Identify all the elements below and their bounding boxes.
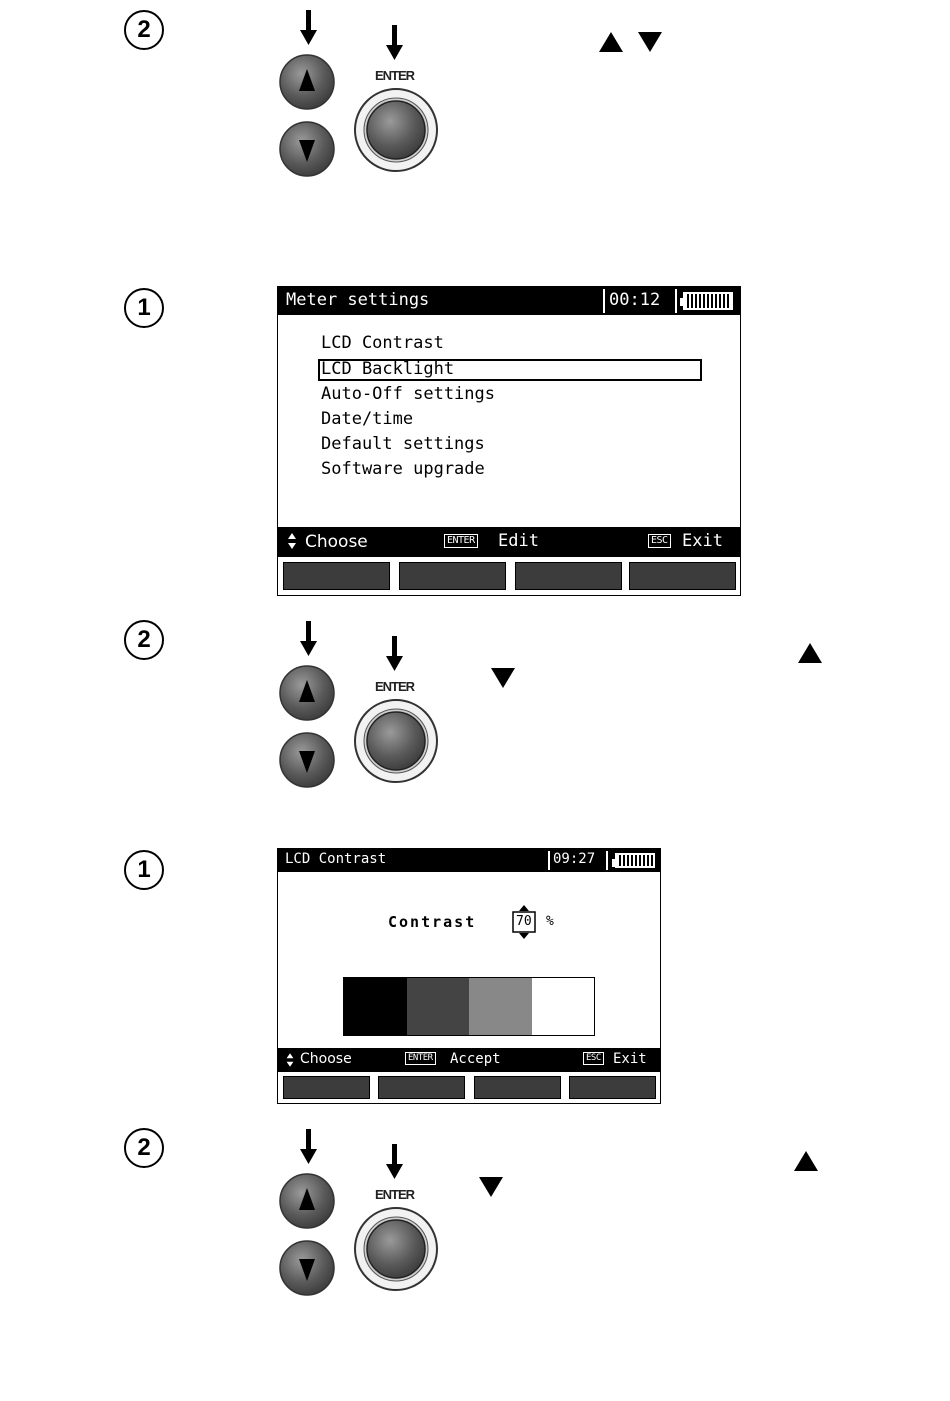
menu-item-date-time[interactable]: Date/time — [321, 409, 414, 429]
step-number: 1 — [124, 850, 164, 890]
down-button[interactable] — [280, 122, 334, 176]
screen-header — [278, 287, 740, 315]
footer-accept-label: Accept — [450, 1051, 501, 1067]
percent-unit: % — [546, 914, 554, 929]
softkey-bar — [278, 1072, 660, 1103]
contrast-value: 70 — [516, 914, 532, 929]
screen-footer — [278, 1048, 660, 1072]
step-number: 2 — [124, 1128, 164, 1168]
down-triangle-icon — [638, 32, 662, 52]
enter-label: ENTER — [375, 1187, 415, 1202]
down-arrow-icon — [386, 25, 403, 60]
up-button[interactable] — [280, 1174, 334, 1228]
screen-footer — [278, 527, 740, 557]
step-number: 2 — [124, 10, 164, 50]
screen-title: LCD Contrast — [285, 851, 387, 867]
screen-title: Meter settings — [286, 290, 430, 310]
footer-exit-label: Exit — [613, 1051, 647, 1067]
menu-item-default-settings[interactable]: Default settings — [321, 434, 485, 454]
battery-icon — [615, 853, 655, 868]
gray-scale-bar — [343, 977, 595, 1036]
meter-settings-screen — [277, 286, 741, 596]
enter-button[interactable] — [355, 89, 437, 171]
up-triangle-icon — [798, 643, 822, 663]
up-button[interactable] — [280, 666, 334, 720]
up-triangle-icon — [599, 32, 623, 52]
contrast-label: Contrast — [388, 913, 477, 931]
battery-icon — [683, 292, 733, 310]
step-number: 1 — [124, 288, 164, 328]
softkey-2[interactable] — [378, 1076, 465, 1099]
softkey-4[interactable] — [569, 1076, 656, 1099]
gray-swatch — [469, 978, 532, 1035]
softkey-3[interactable] — [474, 1076, 561, 1099]
step-number: 2 — [124, 620, 164, 660]
enter-key-icon: ENTER — [405, 1052, 436, 1065]
menu-item-lcd-contrast[interactable]: LCD Contrast — [321, 333, 444, 353]
up-triangle-icon — [794, 1151, 818, 1171]
clock-time: 09:27 — [553, 851, 596, 867]
down-button[interactable] — [280, 1241, 334, 1295]
menu-item-software-upgrade[interactable]: Software upgrade — [321, 459, 485, 479]
softkey-1[interactable] — [283, 1076, 370, 1099]
down-arrow-icon — [300, 10, 317, 45]
down-button[interactable] — [280, 733, 334, 787]
lcd-contrast-screen — [277, 848, 661, 1104]
softkey-3[interactable] — [515, 562, 622, 590]
softkey-bar — [278, 557, 740, 595]
enter-key-icon: ENTER — [444, 534, 478, 548]
gray-swatch — [344, 978, 407, 1035]
down-arrow-icon — [300, 621, 317, 656]
up-down-arrows-icon — [286, 1052, 295, 1067]
screen-header — [278, 849, 660, 872]
down-arrow-icon — [300, 1129, 317, 1164]
down-triangle-icon — [479, 1177, 503, 1197]
footer-edit-label: Edit — [498, 531, 539, 551]
navigation-buttons-illustration — [270, 616, 450, 791]
enter-button[interactable] — [355, 700, 437, 782]
footer-choose-label: Choose — [305, 532, 368, 552]
enter-button[interactable] — [355, 1208, 437, 1290]
menu-item-auto-off-settings[interactable]: Auto-Off settings — [321, 384, 495, 404]
softkey-1[interactable] — [283, 562, 390, 590]
enter-label: ENTER — [375, 679, 415, 694]
footer-exit-label: Exit — [682, 531, 723, 551]
navigation-buttons-illustration — [270, 1124, 450, 1299]
menu-item-lcd-backlight[interactable]: LCD Backlight — [321, 359, 455, 379]
up-down-arrows-icon — [287, 532, 297, 550]
esc-key-icon: ESC — [583, 1052, 604, 1065]
down-triangle-icon — [491, 668, 515, 688]
esc-key-icon: ESC — [648, 534, 671, 548]
enter-label: ENTER — [375, 68, 415, 83]
contrast-value-spinner[interactable] — [512, 904, 536, 940]
clock-time: 00:12 — [609, 290, 661, 310]
down-arrow-icon — [386, 636, 403, 671]
navigation-buttons-illustration — [270, 5, 450, 180]
footer-choose-label: Choose — [300, 1051, 352, 1067]
softkey-2[interactable] — [399, 562, 506, 590]
down-arrow-icon — [386, 1144, 403, 1179]
gray-swatch — [532, 978, 595, 1035]
gray-swatch — [407, 978, 470, 1035]
softkey-4[interactable] — [629, 562, 736, 590]
up-button[interactable] — [280, 55, 334, 109]
